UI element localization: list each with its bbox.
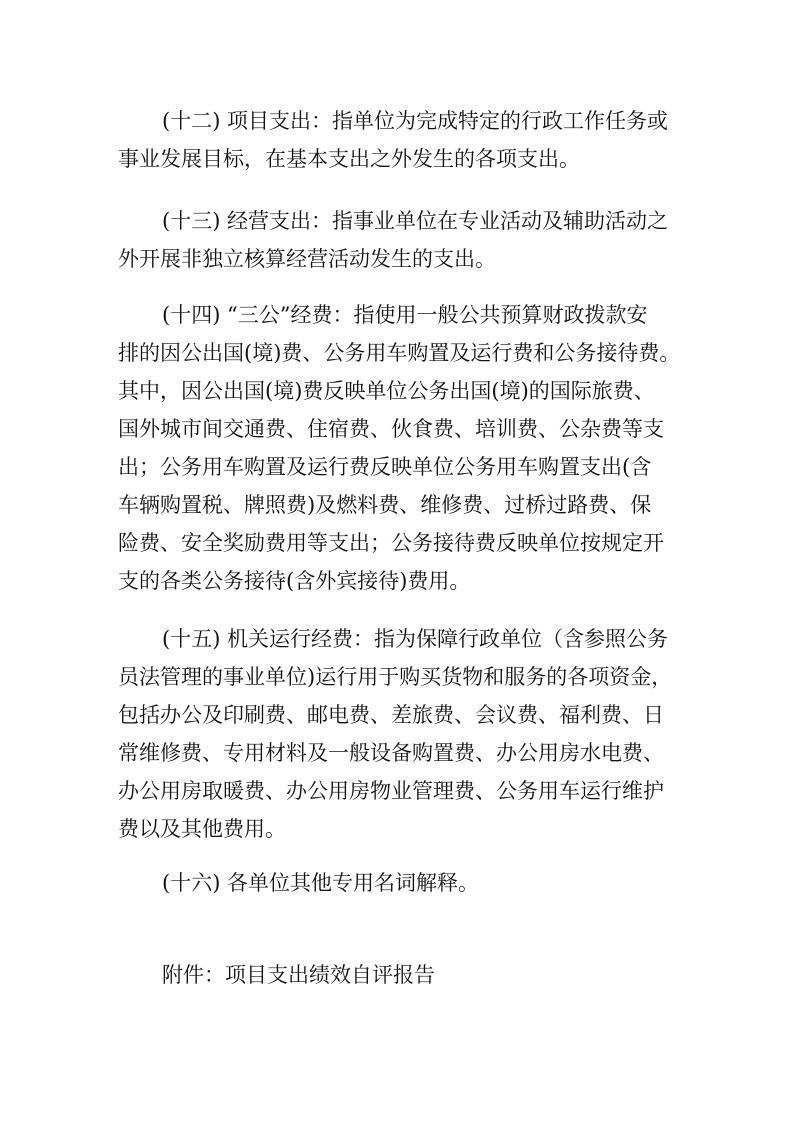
text-line: (十六) 各单位其他专用名词解释。 <box>162 871 480 895</box>
text-line: 包括办公及印刷费、邮电费、差旅费、会议费、福利费、日 <box>118 703 664 727</box>
text-line: (十三) 经营支出：指事业单位在专业活动及辅助活动之 <box>162 209 669 233</box>
text-line: 排的因公出国(境)费、公务用车购置及运行费和公务接待费。 <box>118 341 681 365</box>
text-line: 费以及其他费用。 <box>118 817 286 841</box>
text-line: 常维修费、专用材料及一般设备购置费、办公用房水电费、 <box>118 741 664 765</box>
text-line: 外开展非独立核算经营活动发生的支出。 <box>118 247 496 271</box>
paragraph-other-terms <box>118 864 698 902</box>
paragraph-operating-expenditure <box>118 202 698 278</box>
text-line: 险费、安全奖励费用等支出；公务接待费反映单位按规定开 <box>118 531 664 555</box>
paragraph-three-public-expenses <box>118 296 698 600</box>
text-line: (十二) 项目支出：指单位为完成特定的行政工作任务或 <box>162 109 669 133</box>
text-line: 事业发展目标，在基本支出之外发生的各项支出。 <box>118 147 580 171</box>
text-line: 支的各类公务接待(含外宾接待)费用。 <box>118 569 471 593</box>
text-line: 员法管理的事业单位)运行用于购买货物和服务的各项资金， <box>118 665 673 689</box>
attachment-text: 附件：项目支出绩效自评报告 <box>162 963 435 987</box>
text-line: 国外城市间交通费、住宿费、伙食费、培训费、公杂费等支 <box>118 417 664 441</box>
paragraph-project-expenditure <box>118 102 698 178</box>
text-line: (十五) 机关运行经费：指为保障行政单位（含参照公务 <box>162 627 669 651</box>
text-line: 办公用房取暖费、办公用房物业管理费、公务用车运行维护 <box>118 779 664 803</box>
attachment-note <box>118 956 698 994</box>
text-line: 出；公务用车购置及运行费反映单位公务用车购置支出(含 <box>118 455 652 479</box>
text-line: 其中，因公出国(境)费反映单位公务出国(境)的国际旅费、 <box>118 379 655 403</box>
text-line: 车辆购置税、牌照费)及燃料费、维修费、过桥过路费、保 <box>118 493 652 517</box>
paragraph-agency-operating-funds <box>118 620 698 848</box>
text-line: (十四) “三公”经费：指使用一般公共预算财政拨款安 <box>162 303 648 327</box>
